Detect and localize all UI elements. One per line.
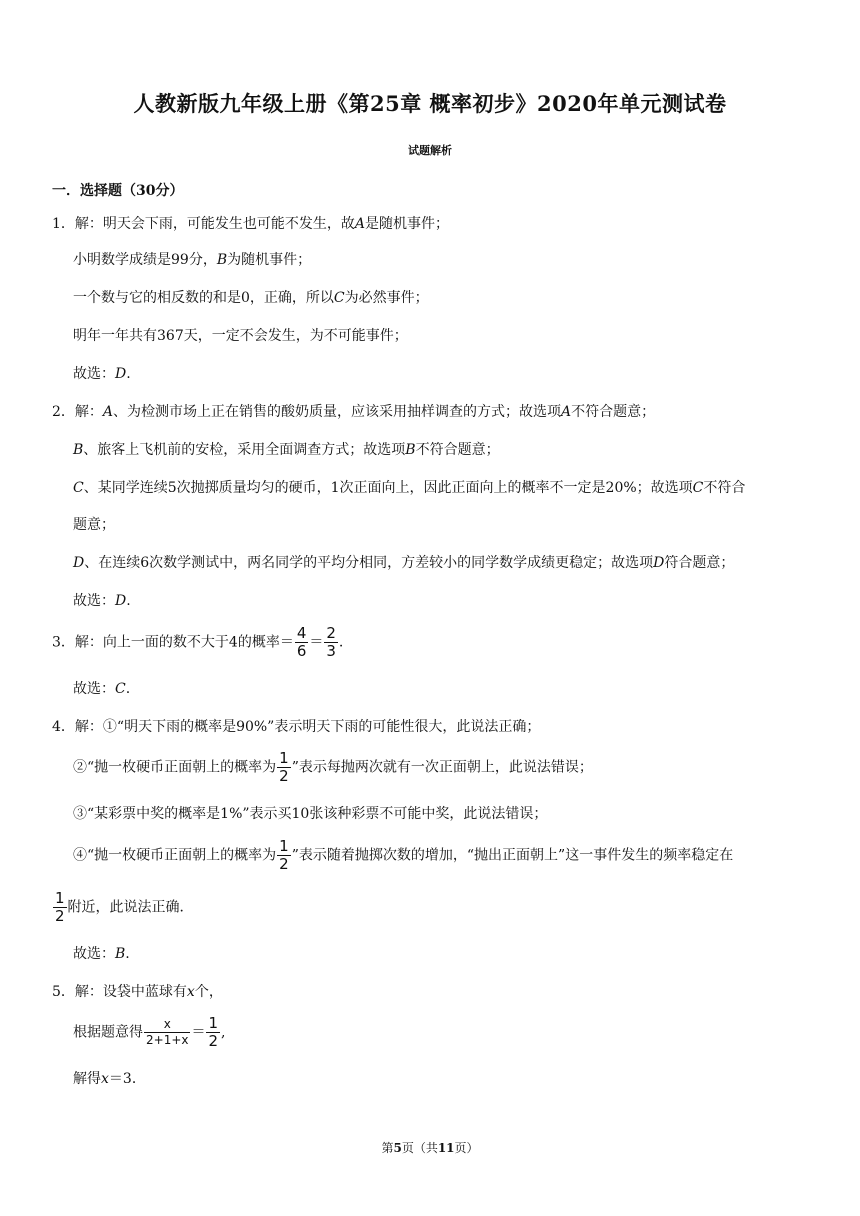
q1-answer: 故选：D.	[73, 366, 131, 382]
q4-fraction-3: $\frac{1}{2}$	[55, 889, 65, 925]
q2-line-4: 题意；	[73, 517, 115, 533]
q3-fraction-2: $\frac{2}{3}$	[326, 624, 336, 660]
section-heading: 一．选择题（30分）	[52, 183, 184, 199]
q5-line-2: 根据题意得 $\frac{x}{2+1+x}$ ＝ $\frac{1}{2}$ ,	[73, 1014, 226, 1050]
q4-line-3: ③“某彩票中奖的概率是1%”表示买10张该种彩票不可能中奖，此说法错误；	[73, 806, 548, 822]
q3-answer: 故选：C.	[73, 681, 131, 697]
q1-line-1: 1．解：明天会下雨，可能发生也可能不发生，故A是随机事件；	[52, 216, 450, 232]
q2-line-5: D、在连续6次数学测试中，两名同学的平均分相同，方差较小的同学数学成绩更稳定；故选项D符合题意；	[73, 555, 735, 571]
q4-fraction-1: $\frac{1}{2}$	[279, 749, 289, 785]
q4-line-4: ④“抛一枚硬币正面朝上的概率为 $\frac{1}{2}$ ”表示随着抛掷次数的增加，“抛出正面朝上”这一事件发生的频率稳定在	[73, 837, 734, 873]
page-footer: 第5页（共11页）	[381, 1141, 479, 1155]
q4-line-2: ②“抛一枚硬币正面朝上的概率为 $\frac{1}{2}$ ”表示每抛两次就有一次正面朝上，此说法错误；	[73, 749, 593, 785]
q5-line-1: 5．解：设袋中蓝球有x个，	[52, 984, 223, 1000]
document-subtitle: 试题解析	[408, 144, 452, 157]
q2-answer: 故选：D.	[73, 593, 131, 609]
q5-fraction-1: $\frac{x}{2+1+x}$	[146, 1017, 189, 1047]
q5-line-3: 解得x＝3．	[73, 1071, 146, 1087]
q2-line-2: B、旅客上飞机前的安检，采用全面调查方式；故选项B不符合题意；	[73, 442, 500, 458]
q4-line-5: $\frac{1}{2}$ 附近，此说法正确．	[55, 889, 194, 925]
document-title: 人教新版九年级上册《第25章 概率初步》2020年单元测试卷	[133, 91, 727, 116]
q2-line-1: 2．解：A、为检测市场上正在销售的酸奶质量，应该采用抽样调查的方式；故选项A不符合题意；	[52, 404, 656, 420]
q1-line-2: 小明数学成绩是99分，B为随机事件；	[73, 252, 312, 268]
q4-line-1: 4．解：①“明天下雨的概率是90%”表示明天下雨的可能性很大，此说法正确；	[52, 719, 541, 735]
q1-line-4: 明年一年共有367天，一定不会发生，为不可能事件；	[73, 328, 408, 344]
q4-answer: 故选：B.	[73, 946, 130, 962]
page-number: 5	[393, 1141, 402, 1155]
page-total: 11	[437, 1141, 455, 1155]
q2-line-3: C、某同学连续5次抛掷质量均匀的硬币，1次正面向上，因此正面向上的概率不一定是20%；故选项C不符合	[73, 480, 746, 496]
q1-line-3: 一个数与它的相反数的和是0，正确，所以C为必然事件；	[73, 290, 429, 306]
q5-fraction-2: $\frac{1}{2}$	[208, 1014, 219, 1050]
q3-fraction-1: $\frac{4}{6}$	[296, 624, 307, 660]
q4-fraction-2: $\frac{1}{2}$	[279, 837, 289, 873]
q3-line-1: 3．解：向上一面的数不大于4的概率＝ $\frac{4}{6}$ ＝ $\frac{2}{3}$ .	[52, 624, 344, 660]
